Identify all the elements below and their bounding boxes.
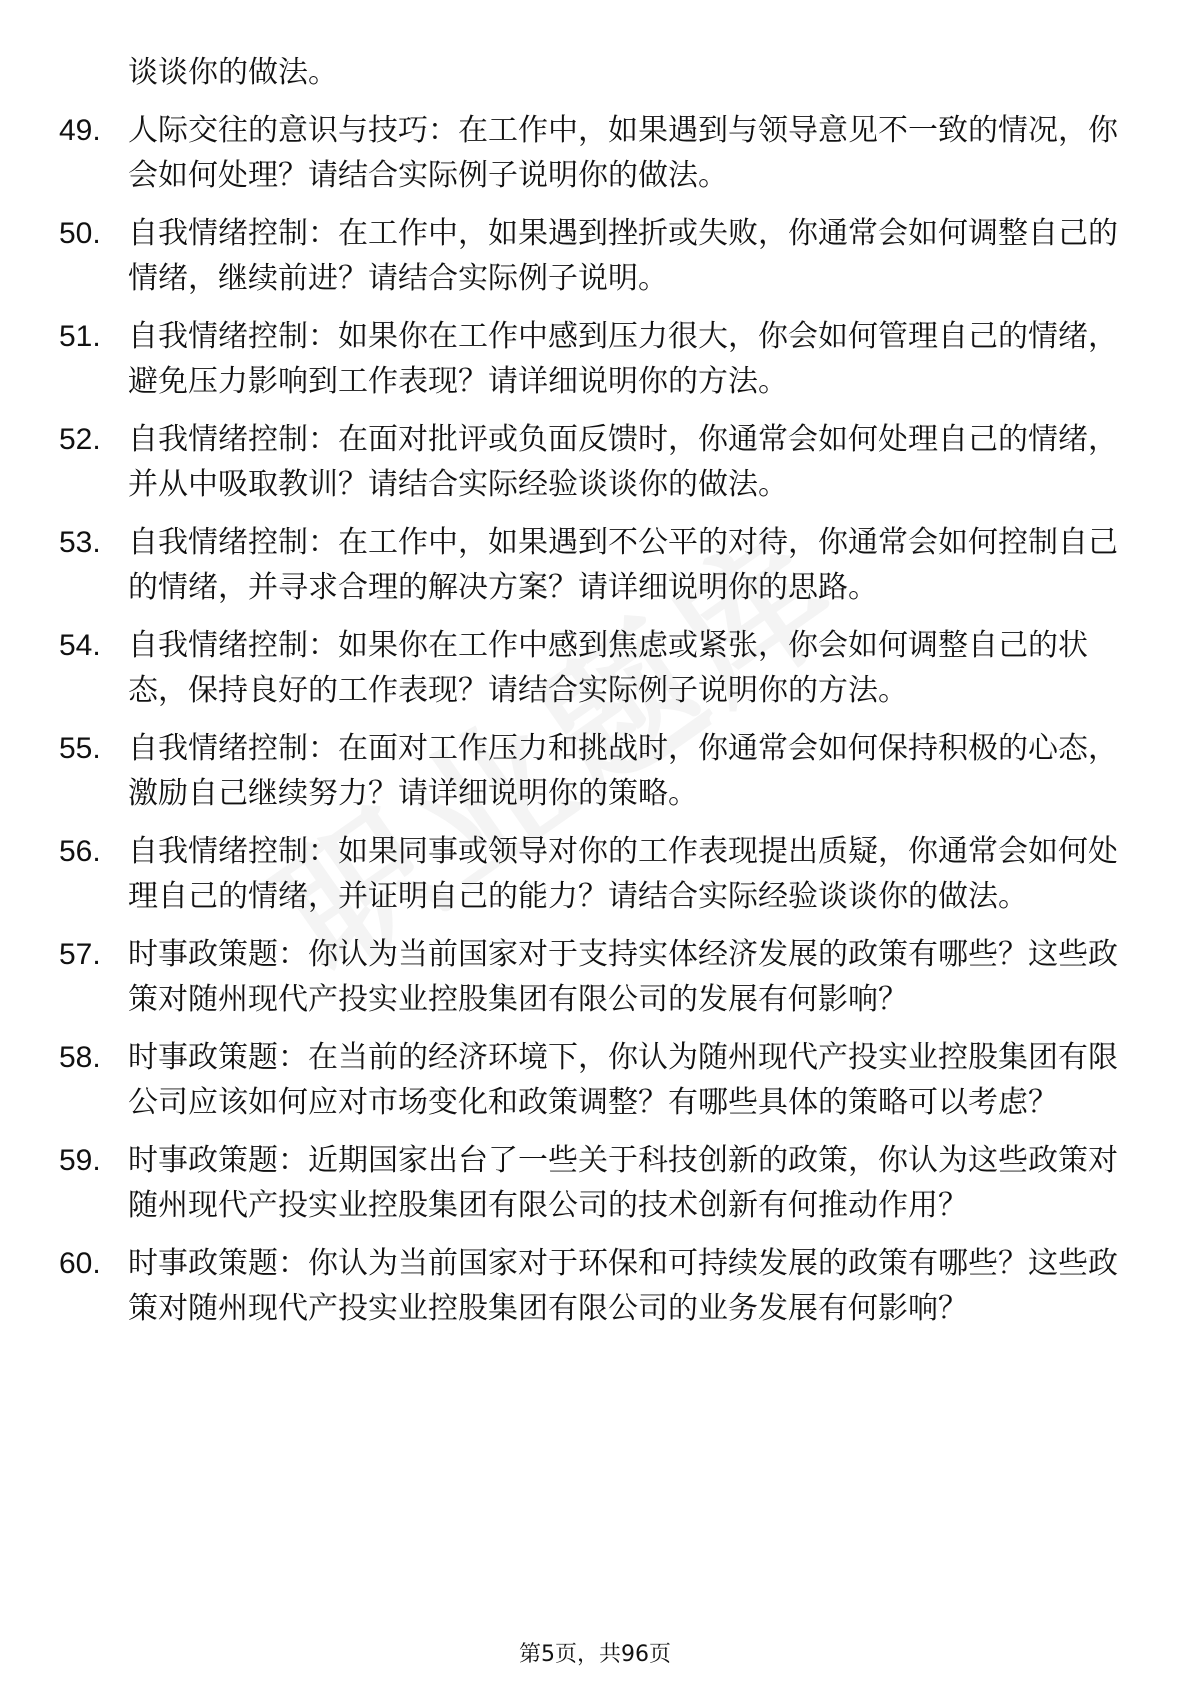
question-text: 自我情绪控制：在工作中，如果遇到挫折或失败，你通常会如何调整自己的情绪，继续前进？请结合实际例子说明。 <box>128 216 1118 296</box>
question-item <box>59 108 1118 198</box>
question-number: 59. <box>59 1144 101 1177</box>
question-list <box>0 50 1190 1344</box>
question-text: 时事政策题：你认为当前国家对于支持实体经济发展的政策有哪些？这些政策对随州现代产投实业控股集团有限公司的发展有何影响？ <box>128 937 1118 1017</box>
question-text: 时事政策题：在当前的经济环境下，你认为随州现代产投实业控股集团有限公司应该如何应对市场变化和政策调整？有哪些具体的策略可以考虑？ <box>128 1040 1118 1120</box>
question-item <box>59 1138 1118 1228</box>
previous-question-continuation: 谈谈你的做法。 <box>128 55 338 90</box>
question-number: 56. <box>59 835 101 868</box>
question-item <box>59 932 1118 1022</box>
question-text: 自我情绪控制：如果同事或领导对你的工作表现提出质疑，你通常会如何处理自己的情绪，并证明自己的能力？请结合实际经验谈谈你的做法。 <box>128 834 1118 914</box>
question-number: 57. <box>59 938 101 971</box>
question-text: 自我情绪控制：在面对工作压力和挑战时，你通常会如何保持积极的心态，激励自己继续努力？请详细说明你的策略。 <box>128 731 1118 811</box>
question-item <box>59 520 1118 610</box>
question-number: 53. <box>59 526 101 559</box>
question-text: 自我情绪控制：如果你在工作中感到压力很大，你会如何管理自己的情绪，避免压力影响到工作表现？请详细说明你的方法。 <box>128 319 1118 399</box>
question-text: 人际交往的意识与技巧：在工作中，如果遇到与领导意见不一致的情况，你会如何处理？请结合实际例子说明你的做法。 <box>128 113 1118 193</box>
question-number: 49. <box>59 114 101 147</box>
question-text: 自我情绪控制：如果你在工作中感到焦虑或紧张，你会如何调整自己的状态，保持良好的工作表现？请结合实际例子说明你的方法。 <box>128 628 1088 708</box>
question-item <box>59 829 1118 919</box>
question-number: 50. <box>59 217 101 250</box>
question-text: 时事政策题：你认为当前国家对于环保和可持续发展的政策有哪些？这些政策对随州现代产投实业控股集团有限公司的业务发展有何影响？ <box>128 1246 1118 1326</box>
page-footer: 第5页，共96页 <box>519 1642 671 1667</box>
question-number: 52. <box>59 423 101 456</box>
question-item <box>59 417 1118 507</box>
question-item <box>59 623 1118 713</box>
question-item <box>59 1035 1118 1125</box>
question-item <box>59 1241 1118 1331</box>
question-item <box>59 314 1118 404</box>
question-number: 60. <box>59 1247 101 1280</box>
question-item <box>59 211 1118 301</box>
question-number: 58. <box>59 1041 101 1074</box>
question-number: 54. <box>59 629 101 662</box>
question-text: 时事政策题：近期国家出台了一些关于科技创新的政策，你认为这些政策对随州现代产投实业控股集团有限公司的技术创新有何推动作用？ <box>128 1143 1118 1223</box>
question-number: 51. <box>59 320 101 353</box>
question-number: 55. <box>59 732 101 765</box>
question-item <box>59 726 1118 816</box>
question-text: 自我情绪控制：在面对批评或负面反馈时，你通常会如何处理自己的情绪，并从中吸取教训？请结合实际经验谈谈你的做法。 <box>128 422 1118 502</box>
question-text: 自我情绪控制：在工作中，如果遇到不公平的对待，你通常会如何控制自己的情绪，并寻求合理的解决方案？请详细说明你的思路。 <box>128 525 1118 605</box>
